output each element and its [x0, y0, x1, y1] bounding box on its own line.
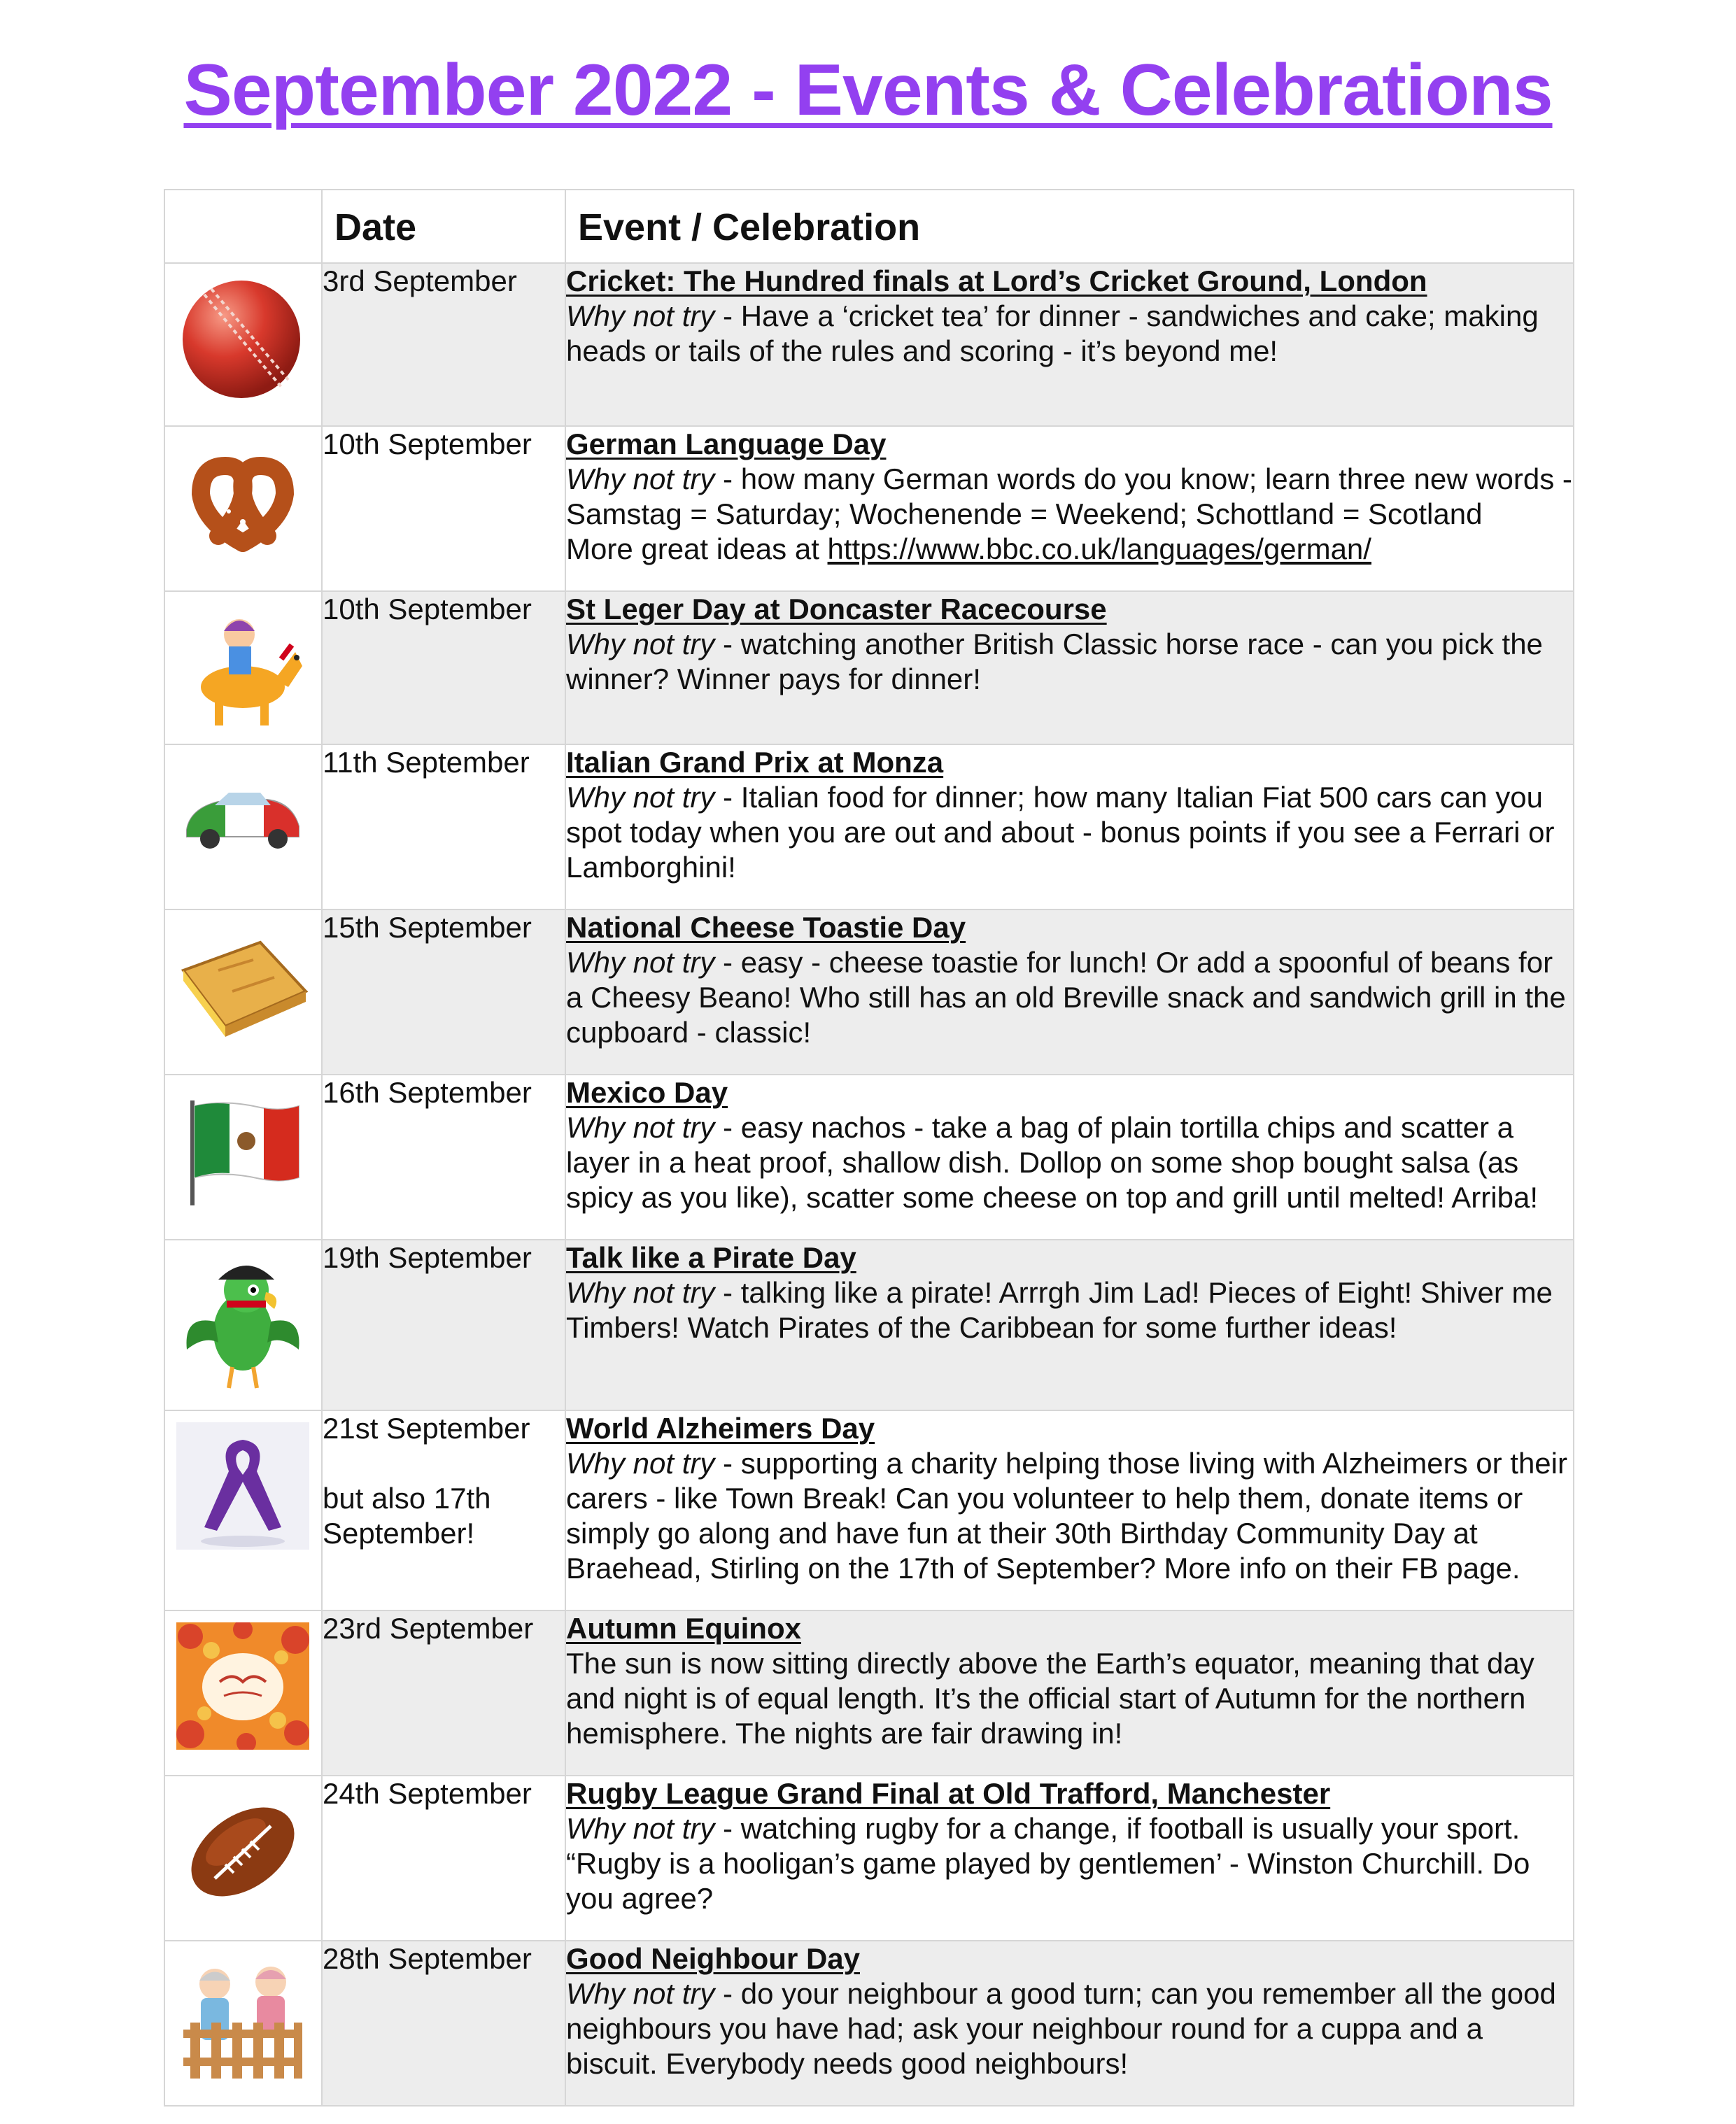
header-image: [164, 190, 322, 263]
table-row: [164, 1240, 1574, 1410]
rugby-ball-icon: [176, 1787, 309, 1915]
event-cell: [565, 1075, 1574, 1240]
cricket-ball-icon: [176, 275, 309, 402]
event-cell: [565, 1776, 1574, 1941]
event-cell: [565, 909, 1574, 1075]
rocking-horse-icon: [176, 603, 309, 730]
table-row: [164, 909, 1574, 1075]
event-description: Why not try - Italian food for dinner; how many Italian Fiat 500 cars can you spot today when you are out and about - bonus points if you see a Ferrari or Lamborghini!: [566, 781, 1555, 884]
table-header-row: [164, 190, 1574, 263]
cheese-toastie-icon: [176, 921, 309, 1049]
event-date: 28th September: [322, 1941, 565, 2106]
event-title: Talk like a Pirate Day: [566, 1241, 856, 1274]
event-description: Why not try - talking like a pirate! Arrrgh Jim Lad! Pieces of Eight! Shiver me Timbers! Watch Pirates of the Caribbean for some further ideas!: [566, 1276, 1553, 1344]
event-description: Why not try - easy - cheese toastie for lunch! Or add a spoonful of beans for a Cheesy Beano! Who still has an old Breville snack and sandwich grill in the cupboard - classic!: [566, 946, 1566, 1049]
event-date: 3rd September: [322, 263, 565, 426]
event-description: The sun is now sitting directly above the Earth’s equator, meaning that day and night is of equal length. It’s the official start of Autumn for the northern hemisphere. The nights are fair drawing in!: [566, 1647, 1534, 1750]
bbc-link[interactable]: https://www.bbc.co.uk/languages/german/: [827, 532, 1371, 565]
event-cell: [565, 744, 1574, 909]
event-title: Autumn Equinox: [566, 1612, 801, 1645]
event-cell: [565, 1610, 1574, 1776]
event-date: 23rd September: [322, 1610, 565, 1776]
fiat-car-icon: [176, 756, 309, 884]
table-row: [164, 1941, 1574, 2106]
event-title: Italian Grand Prix at Monza: [566, 746, 944, 779]
event-date: 10th September: [322, 426, 565, 591]
header-event: Event / Celebration: [565, 190, 1574, 263]
pretzel-icon: [176, 438, 309, 565]
pirate-parrot-icon: [176, 1252, 309, 1392]
event-description: Why not try - watching another British Classic horse race - can you pick the winner? Winner pays for dinner!: [566, 628, 1543, 695]
table-row: [164, 263, 1574, 426]
event-date: 10th September: [322, 591, 565, 744]
event-description: Why not try - Have a ‘cricket tea’ for dinner - sandwiches and cake; making heads or tails of the rules and scoring - it’s beyond me!: [566, 299, 1539, 367]
table-row: [164, 591, 1574, 744]
event-title: National Cheese Toastie Day: [566, 911, 966, 944]
event-cell: [565, 591, 1574, 744]
event-description: Why not try - supporting a charity helping those living with Alzheimers or their carers - like Town Break! Can you volunteer to help them, donate items or simply go along and have fun at their 30th Birthday Community Day at Braehead, Stirling on the 17th of September? More info on their FB page.: [566, 1447, 1567, 1585]
event-date: 11th September: [322, 744, 565, 909]
event-date: 21st September but also 17th September!: [322, 1410, 565, 1610]
event-description: Why not try - do your neighbour a good turn; can you remember all the good neighbours you have had; ask your neighbour round for a cuppa and a biscuit. Everybody needs good neighbours!: [566, 1977, 1556, 2080]
header-date: Date: [322, 190, 565, 263]
event-cell: [565, 1941, 1574, 2106]
event-cell: [565, 1410, 1574, 1610]
event-description: Why not try - watching rugby for a change, if football is usually your sport. “Rugby is a hooligan’s game played by gentlemen’ - Winston Churchill. Do you agree?: [566, 1812, 1530, 1915]
event-title: Rugby League Grand Final at Old Trafford, Manchester: [566, 1777, 1331, 1810]
event-title: German Language Day: [566, 427, 887, 460]
event-date: 15th September: [322, 909, 565, 1075]
event-description: Why not try - easy nachos - take a bag of plain tortilla chips and scatter a layer in a heat proof, shallow dish. Dollop on some shop bought salsa (as spicy as you like), scatter some cheese on top and grill until melted! Arriba!: [566, 1111, 1538, 1214]
event-title: Cricket: The Hundred finals at Lord’s Cricket Ground, London: [566, 264, 1427, 297]
table-row: [164, 1610, 1574, 1776]
event-description: Why not try - how many German words do you know; learn three new words - Samstag = Saturday; Wochenende = Weekend; Schottland = Scotland: [566, 462, 1572, 530]
event-date: 19th September: [322, 1240, 565, 1410]
event-cell: [565, 426, 1574, 591]
event-cell: [565, 263, 1574, 426]
event-title: Good Neighbour Day: [566, 1942, 860, 1975]
autumn-leaves-icon: [176, 1622, 309, 1750]
event-title: Mexico Day: [566, 1076, 728, 1109]
table-row: [164, 1075, 1574, 1240]
event-title: St Leger Day at Doncaster Racecourse: [566, 593, 1107, 625]
table-row: [164, 744, 1574, 909]
event-date: 24th September: [322, 1776, 565, 1941]
purple-ribbon-icon: [176, 1422, 309, 1550]
event-date: 16th September: [322, 1075, 565, 1240]
table-row: [164, 1776, 1574, 1941]
page-title: September 2022 - Events & Celebrations: [183, 50, 1553, 131]
event-date-extra: but also 17th September!: [323, 1482, 491, 1550]
event-cell: [565, 1240, 1574, 1410]
table-row: [164, 426, 1574, 591]
more-ideas: More great ideas at https://www.bbc.co.uk/languages/german/: [566, 532, 1371, 565]
event-title: World Alzheimers Day: [566, 1412, 875, 1445]
events-table: [164, 189, 1574, 2107]
neighbours-icon: [176, 1953, 309, 2080]
mexico-flag-icon: [176, 1086, 309, 1214]
table-row: [164, 1410, 1574, 1610]
